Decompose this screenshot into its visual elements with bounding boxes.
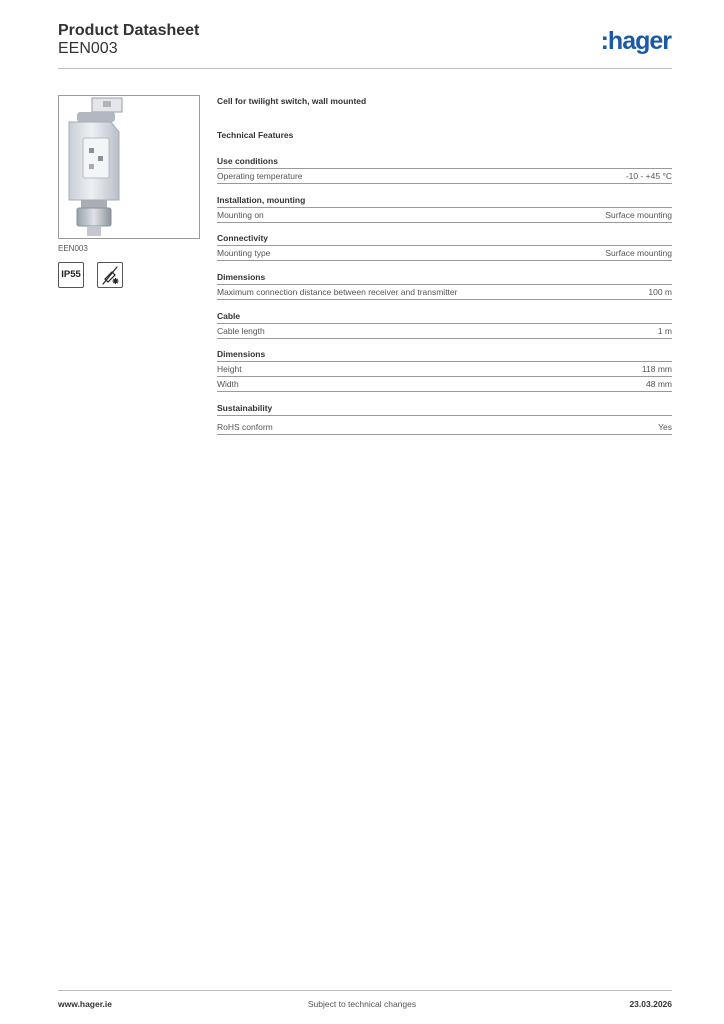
spec-value: 1 m bbox=[657, 326, 672, 336]
section-title: Installation, mounting bbox=[217, 194, 672, 208]
spec-value: Yes bbox=[658, 422, 672, 432]
spec-label: Mounting type bbox=[217, 248, 271, 258]
document-header bbox=[58, 22, 672, 68]
section-title: Sustainability bbox=[217, 402, 672, 416]
technical-features-heading: Technical Features bbox=[217, 130, 294, 140]
spec-value: Surface mounting bbox=[605, 210, 672, 220]
image-caption: EEN003 bbox=[58, 244, 88, 253]
header-divider bbox=[58, 68, 672, 69]
spec-label: Mounting on bbox=[217, 210, 264, 220]
section-dimensions-size bbox=[217, 348, 672, 392]
spec-label: Operating temperature bbox=[217, 171, 303, 181]
spec-label: Width bbox=[217, 379, 239, 389]
spec-row bbox=[217, 208, 672, 223]
hager-logo bbox=[590, 28, 672, 56]
product-code: EEN003 bbox=[58, 40, 118, 57]
section-title: Dimensions bbox=[217, 348, 672, 362]
spec-label: Maximum connection distance between receiver and transmitter bbox=[217, 287, 458, 297]
spec-label: Cable length bbox=[217, 326, 265, 336]
spec-label: Height bbox=[217, 364, 242, 374]
section-title: Cable bbox=[217, 310, 672, 324]
product-image bbox=[58, 95, 200, 239]
ip-rating-badge: IP55 bbox=[58, 262, 84, 288]
section-title: Use conditions bbox=[217, 155, 672, 169]
spec-value: -10 - +45 °C bbox=[625, 171, 672, 181]
footer-divider bbox=[58, 990, 672, 991]
section-connectivity bbox=[217, 232, 672, 261]
section-cable bbox=[217, 310, 672, 339]
spec-row bbox=[217, 169, 672, 184]
spec-row bbox=[217, 420, 672, 435]
spec-row bbox=[217, 324, 672, 339]
spec-row bbox=[217, 285, 672, 300]
document-title: Product Datasheet bbox=[58, 22, 200, 39]
spec-row bbox=[217, 377, 672, 392]
spec-value: 48 mm bbox=[646, 379, 672, 389]
outdoor-light-sensor-icon bbox=[97, 262, 123, 288]
section-installation-mounting bbox=[217, 194, 672, 223]
spec-value: 118 mm bbox=[641, 364, 672, 374]
footer-notice: Subject to technical changes bbox=[307, 999, 417, 1009]
spec-value: 100 m bbox=[648, 287, 672, 297]
footer-date: 23.03.2026 bbox=[629, 999, 672, 1009]
section-use-conditions bbox=[217, 155, 672, 184]
spec-row bbox=[217, 246, 672, 261]
spec-label: RoHS conform bbox=[217, 422, 273, 432]
product-description: Cell for twilight switch, wall mounted bbox=[217, 96, 367, 106]
footer-website: www.hager.ie bbox=[58, 999, 113, 1009]
spec-row bbox=[217, 362, 672, 377]
section-sustainability bbox=[217, 402, 672, 435]
spec-value: Surface mounting bbox=[605, 248, 672, 258]
section-dimensions-distance bbox=[217, 271, 672, 300]
section-title: Connectivity bbox=[217, 232, 672, 246]
logo-text: :hager bbox=[600, 28, 671, 55]
section-title: Dimensions bbox=[217, 271, 672, 285]
